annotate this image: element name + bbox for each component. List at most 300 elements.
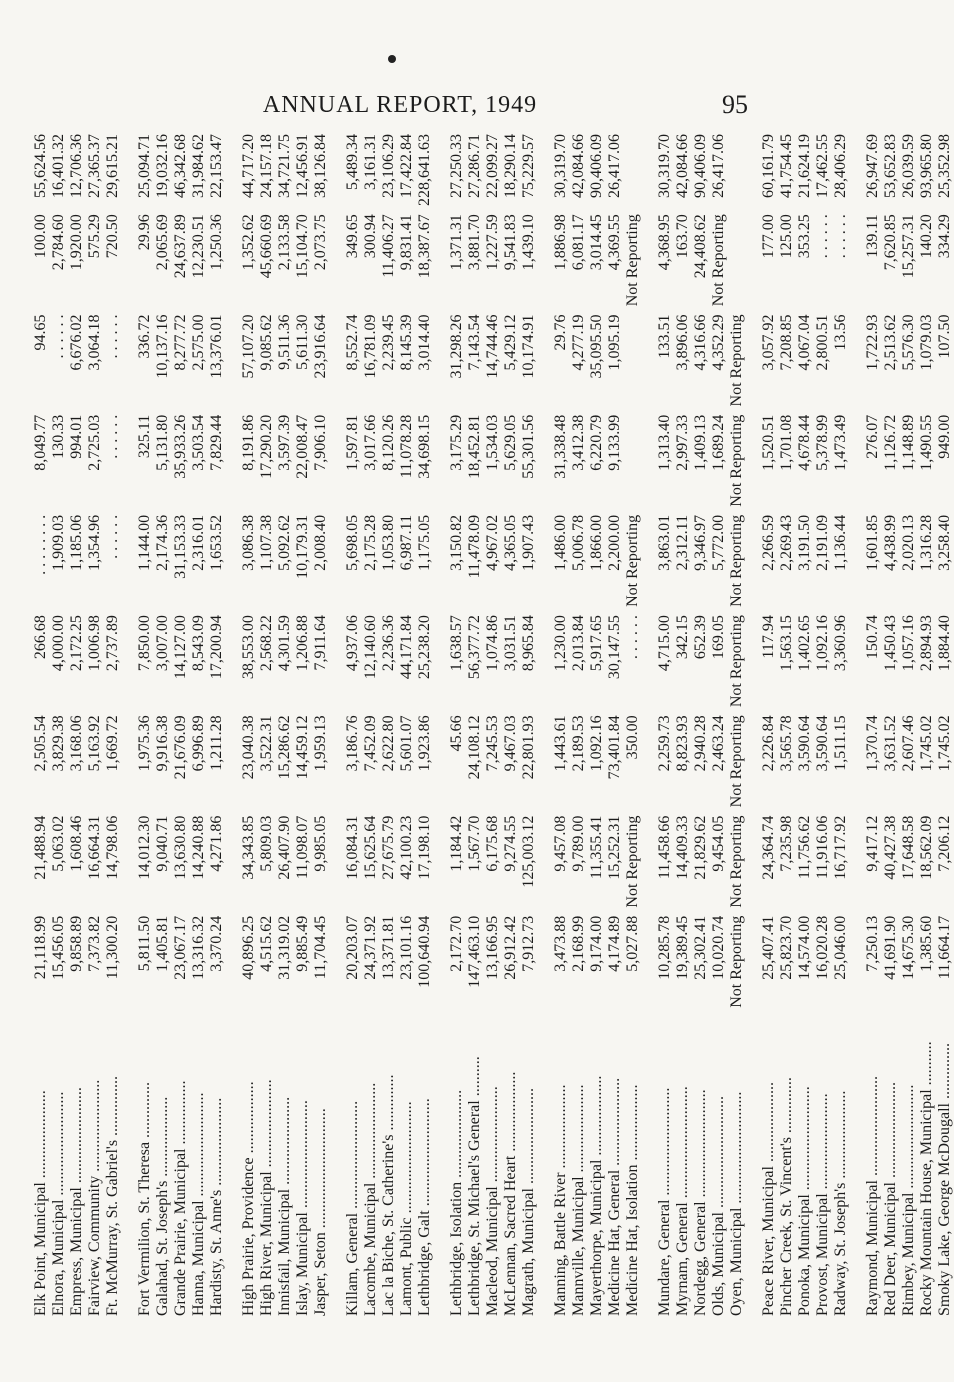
table-cell: 2,073.75 — [312, 214, 329, 271]
hospital-name: Myrnam, General ............................ — [674, 1086, 691, 1316]
table-cell: 4,271.86 — [208, 815, 225, 872]
table-cell: 140.20 — [918, 214, 935, 259]
table-cell: 1,520.51 — [760, 414, 777, 471]
table-cell: 12,706.36 — [68, 134, 85, 198]
group-spacer — [226, 130, 240, 1320]
table-cell: 7,850.00 — [136, 615, 153, 672]
table-cell: 19,032.16 — [154, 134, 171, 198]
table-cell: 2,200.00 — [606, 514, 623, 571]
table-cell: 90,406.09 — [588, 134, 605, 198]
table-cell: 11,300.20 — [104, 915, 121, 980]
table-cell: 10,020.74 — [710, 915, 727, 980]
table-cell: 14,459.12 — [294, 715, 311, 780]
hospital-name: Peace River, Municipal .................... — [760, 1082, 777, 1316]
table-cell: 1,185.06 — [68, 514, 85, 571]
hospital-name: Oyen, Municipal ............................ — [728, 1091, 745, 1316]
table-cell: 5,163.92 — [86, 715, 103, 772]
table-cell: 8,552.74 — [344, 314, 361, 371]
table-cell: 11,664.17 — [936, 915, 953, 980]
table-cell: 19,389.45 — [674, 915, 691, 980]
table-cell: . . . . . . — [104, 314, 121, 359]
table-cell: 23,106.29 — [380, 134, 397, 198]
table-cell: Not Reporting — [728, 414, 745, 507]
table-cell: 350.00 — [624, 715, 641, 760]
table-cell: 35,095.50 — [588, 314, 605, 379]
table-cell: 1,006.98 — [86, 615, 103, 672]
table-cell: 3,057.92 — [760, 314, 777, 371]
table-cell: 25,046.00 — [832, 915, 849, 980]
table-cell: 1,206.88 — [294, 615, 311, 672]
table-cell: 7,911.64 — [312, 615, 329, 671]
table-cell: 3,896.06 — [674, 314, 691, 371]
table-cell: 3,014.45 — [588, 214, 605, 271]
table-cell: 5,698.05 — [344, 514, 361, 571]
table-cell: 11,916.06 — [814, 815, 831, 879]
table-cell: 1,490.55 — [918, 414, 935, 471]
table-cell: 21,829.62 — [692, 815, 709, 880]
table-row — [172, 130, 190, 1320]
table-cell: 3,064.18 — [86, 314, 103, 371]
table-row — [68, 130, 86, 1320]
table-cell: 1,669.72 — [104, 715, 121, 772]
table-cell: Not Reporting — [624, 514, 641, 607]
table-cell: 90,406.09 — [692, 134, 709, 198]
table-cell: 342.15 — [674, 615, 691, 660]
hospital-name: Nordegg, General ........................... — [692, 1089, 709, 1316]
table-cell: 353.25 — [796, 214, 813, 259]
table-cell: 1,313.40 — [656, 414, 673, 471]
table-cell: 40,896.25 — [240, 915, 257, 980]
table-cell: 11,458.66 — [656, 815, 673, 879]
table-cell: 3,473.88 — [552, 915, 569, 972]
table-cell: 7,245.53 — [484, 715, 501, 772]
group-spacer — [850, 130, 864, 1320]
table-cell: 2,133.58 — [276, 214, 293, 271]
group-spacer — [434, 130, 448, 1320]
table-cell: 14,798.06 — [104, 815, 121, 880]
table-cell: 2,463.24 — [710, 715, 727, 772]
hospital-name: High Prairie, Providence .................. — [240, 1081, 257, 1316]
table-cell: 14,574.00 — [796, 915, 813, 980]
table-cell: 4,067.04 — [796, 314, 813, 371]
table-cell: 18,290.14 — [502, 134, 519, 198]
table-cell: 23,916.64 — [312, 314, 329, 379]
table-cell: 3,590.64 — [796, 715, 813, 772]
table-cell: 3,186.76 — [344, 715, 361, 772]
table-cell: . . . . . . — [104, 514, 121, 559]
table-cell: 18,562.09 — [918, 815, 935, 880]
table-cell: 26,417.06 — [606, 134, 623, 198]
table-row — [398, 130, 416, 1320]
table-cell: 720.50 — [104, 214, 121, 259]
table-cell: 2,312.11 — [674, 514, 691, 571]
table-cell: 29.76 — [552, 314, 569, 351]
table-row — [814, 130, 832, 1320]
table-row — [208, 130, 226, 1320]
table-cell: 1,371.31 — [448, 214, 465, 271]
table-cell: 22,153.47 — [208, 134, 225, 198]
group-spacer — [642, 130, 656, 1320]
table-row — [104, 130, 122, 1320]
table-cell: 3,150.82 — [448, 514, 465, 571]
table-cell: 2,239.45 — [380, 314, 397, 371]
table-cell: 125.00 — [778, 214, 795, 259]
table-cell: 4,316.66 — [692, 314, 709, 371]
table-cell: 15,625.64 — [362, 815, 379, 880]
table-cell: 1,439.10 — [520, 214, 537, 271]
table-cell: 2,013.84 — [570, 615, 587, 672]
table-cell: . . . . . . — [50, 314, 67, 359]
table-row — [570, 130, 588, 1320]
table-cell: 26,947.69 — [864, 134, 881, 198]
table-cell: 7,906.10 — [312, 414, 329, 471]
hospital-name: Ft. McMurray, St. Gabriel's ............... — [104, 1075, 121, 1316]
table-cell: 1,923.86 — [416, 715, 433, 772]
table-cell: 6,175.68 — [484, 815, 501, 872]
table-cell: 3,007.00 — [154, 615, 171, 672]
table-cell: 5,006.78 — [570, 514, 587, 571]
table-cell: 16,717.92 — [832, 815, 849, 880]
hospital-name: Hanna, Municipal .......................... — [190, 1092, 207, 1316]
table-cell: . . . . . . — [814, 214, 831, 259]
table-cell: 1,701.08 — [778, 414, 795, 471]
table-cell: 4,967.02 — [484, 514, 501, 571]
table-cell: 9,133.99 — [606, 414, 623, 471]
table-cell: 44,171.84 — [398, 615, 415, 680]
table-cell: 16,781.09 — [362, 314, 379, 379]
table-row — [190, 130, 208, 1320]
table-cell: 9,174.00 — [588, 915, 605, 972]
table-cell: 31,319.02 — [276, 915, 293, 980]
table-cell: 25,094.71 — [136, 134, 153, 198]
table-row — [484, 130, 502, 1320]
table-cell: 3,031.51 — [502, 615, 519, 672]
table-cell: 27,286.71 — [466, 134, 483, 198]
table-cell: 1,486.00 — [552, 514, 569, 571]
table-cell: 8,120.26 — [380, 414, 397, 471]
table-cell: 73,401.84 — [606, 715, 623, 780]
table-cell: 17,462.55 — [814, 134, 831, 198]
table-cell: 30,319.70 — [552, 134, 569, 198]
table-cell: 93,965.80 — [918, 134, 935, 198]
table-cell: 14,744.46 — [484, 314, 501, 379]
table-cell: 56,377.72 — [466, 615, 483, 680]
spacer-cell — [122, 130, 136, 1320]
bullet-mark — [388, 55, 396, 63]
table-cell: 24,364.74 — [760, 815, 777, 880]
table-cell: 2,505.54 — [32, 715, 49, 772]
hospital-name: Grande Prairie, Municipal ................ — [172, 1080, 189, 1316]
table-cell: 7,208.85 — [778, 314, 795, 371]
table-row — [416, 130, 434, 1320]
table-cell: 300.94 — [362, 214, 379, 259]
table-cell: 34,343.85 — [240, 815, 257, 880]
hospital-name: Lethbridge, St. Michael's General .......... — [466, 1056, 483, 1316]
table-cell: 35,933.26 — [172, 414, 189, 479]
table-cell: 1,689.24 — [710, 414, 727, 471]
hospital-name: Rocky Mountain House, Municipal ........... — [918, 1041, 935, 1316]
table-cell: 30,147.55 — [606, 615, 623, 680]
table-cell: 12,230.51 — [190, 214, 207, 279]
table-cell: 9,274.55 — [502, 815, 519, 872]
table-cell: 21,624.19 — [796, 134, 813, 198]
table-cell: 9,457.08 — [552, 815, 569, 872]
table-cell: 18,452.81 — [466, 414, 483, 479]
table-cell: 2,784.60 — [50, 214, 67, 271]
table-cell: 5,489.34 — [344, 134, 361, 190]
table-row — [936, 130, 954, 1320]
table-cell: 169.05 — [710, 615, 727, 660]
hospital-name: Lethbridge, Isolation ...................... — [448, 1089, 465, 1316]
table-cell: 4,678.44 — [796, 414, 813, 471]
table-cell: 45,660.69 — [258, 214, 275, 279]
table-cell: 6,676.02 — [68, 314, 85, 371]
table-cell: Not Reporting — [728, 314, 745, 407]
group-spacer — [122, 130, 136, 1320]
table-cell: 4,000.00 — [50, 615, 67, 672]
table-cell: 1,092.16 — [588, 715, 605, 772]
hospital-name: Mannville, Municipal ...................... — [570, 1084, 587, 1316]
table-cell: 31,298.26 — [448, 314, 465, 379]
table-cell: 13,630.80 — [172, 815, 189, 880]
table-cell: 1,211.28 — [208, 715, 225, 771]
table-cell: 24,108.12 — [466, 715, 483, 780]
table-cell: 994.01 — [68, 414, 85, 459]
table-cell: 3,631.52 — [882, 715, 899, 772]
hospital-name: Rimbey, Municipal .......................... — [900, 1084, 917, 1316]
table-cell: 2,172.25 — [68, 615, 85, 672]
table-cell: 13,166.95 — [484, 915, 501, 980]
table-row — [656, 130, 674, 1320]
hospital-name: Medicine Hat, General ...................... — [606, 1077, 623, 1316]
table-cell: 11,355.41 — [588, 815, 605, 879]
table-cell: 147,463.10 — [466, 915, 483, 988]
table-row — [344, 130, 362, 1320]
table-cell: 949.00 — [936, 414, 953, 459]
table-row — [882, 130, 900, 1320]
table-cell — [624, 130, 642, 210]
table-cell: 31,338.48 — [552, 414, 569, 479]
table-cell: 9,858.89 — [68, 915, 85, 972]
table-cell: 24,637.89 — [172, 214, 189, 279]
hospital-name: Killam, General ........................... — [344, 1100, 361, 1316]
table-cell: 1,126.72 — [882, 414, 899, 471]
table-cell: Not Reporting — [728, 615, 745, 708]
table-cell: 1,443.61 — [552, 715, 569, 772]
table-cell: 9,885.49 — [294, 915, 311, 972]
hospital-name: Galahad, St. Joseph's .................... — [154, 1096, 171, 1316]
table-cell: 2,020.13 — [900, 514, 917, 571]
table-cell: 16,020.28 — [814, 915, 831, 980]
table-cell: 5,811.50 — [136, 915, 153, 972]
table-cell: 2,513.62 — [882, 314, 899, 371]
table-cell: 2,737.89 — [104, 615, 121, 672]
hospital-name: High River, Municipal ...................... — [258, 1079, 275, 1316]
table-cell: 22,801.93 — [520, 715, 537, 780]
table-cell: 9,040.71 — [154, 815, 171, 872]
table-cell: 24,157.18 — [258, 134, 275, 198]
table-cell: 13,371.81 — [380, 915, 397, 980]
table-cell: 4,937.06 — [344, 615, 361, 672]
table-cell: 3,863.01 — [656, 514, 673, 571]
table-cell: 2,189.53 — [570, 715, 587, 772]
table-cell: 20,203.07 — [344, 915, 361, 980]
hospital-name: Olds, Municipal ............................ — [710, 1096, 727, 1316]
table-cell: 25,302.41 — [692, 915, 709, 980]
table-cell: 2,168.99 — [570, 915, 587, 972]
table-cell: 1,866.00 — [588, 514, 605, 571]
table-row — [588, 130, 606, 1320]
table-cell: 45.66 — [448, 715, 465, 752]
hospital-name: Lacombe, Municipal ........................ — [362, 1082, 379, 1316]
table-cell: 3,503.54 — [190, 414, 207, 471]
table-row — [240, 130, 258, 1320]
table-cell: . . . . . . . . — [32, 514, 49, 575]
table-cell: 25,352.98 — [936, 134, 953, 198]
table-row — [258, 130, 276, 1320]
table-cell: 163.70 — [674, 214, 691, 259]
hospital-name: Empress, Municipal ........................ — [68, 1087, 85, 1316]
table-cell: 3,360.96 — [832, 615, 849, 672]
table-cell: 15,286.62 — [276, 715, 293, 780]
table-cell: 25,238.20 — [416, 615, 433, 680]
table-cell: 42,084.66 — [570, 134, 587, 198]
table-cell: 1,920.00 — [68, 214, 85, 271]
table-cell: 13,376.01 — [208, 314, 225, 379]
table-cell: 53,652.83 — [882, 134, 899, 198]
table-cell: 25,407.41 — [760, 915, 777, 980]
page-header — [0, 0, 800, 150]
group-spacer — [538, 130, 552, 1320]
table-cell: 1,473.49 — [832, 414, 849, 471]
table-cell: 23,040.38 — [240, 715, 257, 780]
table-cell — [728, 210, 746, 310]
table-cell: 139.11 — [864, 214, 881, 258]
table-cell: 3,191.50 — [796, 514, 813, 571]
hospital-name: Macleod, Municipal ........................ — [484, 1086, 501, 1316]
table-cell: 9,085.62 — [258, 314, 275, 371]
spacer-cell — [850, 130, 864, 1320]
table-cell: 8,277.72 — [172, 314, 189, 371]
table-cell: 1,450.43 — [882, 615, 899, 672]
table-cell: 3,590.64 — [814, 715, 831, 772]
table-cell: 27,365.37 — [86, 134, 103, 198]
table-cell: 12,456.91 — [294, 134, 311, 198]
table-cell: 2,236.36 — [380, 615, 397, 672]
table-cell: 336.72 — [136, 314, 153, 359]
table-cell — [624, 310, 642, 410]
table-cell: 5,917.65 — [588, 615, 605, 672]
table-cell: 133.51 — [656, 314, 673, 359]
table-cell: 2,191.09 — [814, 514, 831, 571]
table-cell: 34,721.75 — [276, 134, 293, 198]
table-cell: 1,370.74 — [864, 715, 881, 772]
table-cell: 1,975.36 — [136, 715, 153, 772]
table-cell: 575.29 — [86, 214, 103, 259]
table-cell: 228,641.63 — [416, 134, 433, 206]
table-cell: 8,191.86 — [240, 414, 257, 471]
spacer-cell — [434, 130, 448, 1320]
table-cell: 21,118.99 — [32, 915, 49, 980]
table-cell: 38,126.84 — [312, 134, 329, 198]
table-cell: 26,039.59 — [900, 134, 917, 198]
table-row — [32, 130, 50, 1320]
table-cell: 5,772.00 — [710, 514, 727, 571]
table-row — [466, 130, 484, 1320]
table-cell: 40,427.38 — [882, 815, 899, 880]
table-cell: 3,175.29 — [448, 414, 465, 471]
table-cell: 1,653.52 — [208, 514, 225, 571]
table-cell: 60,161.79 — [760, 134, 777, 198]
hospital-name: Jasper, Seton .............................. — [312, 1108, 329, 1316]
table-cell: 3,258.40 — [936, 514, 953, 571]
table-cell: Not Reporting — [710, 214, 727, 307]
table-cell: 1,563.15 — [778, 615, 795, 672]
table-cell: 41,754.45 — [778, 134, 795, 198]
table-cell: 4,369.55 — [606, 214, 623, 271]
table-cell: 2,065.69 — [154, 214, 171, 271]
table-cell: 38,553.00 — [240, 615, 257, 680]
table-cell: 5,809.03 — [258, 815, 275, 872]
table-cell: 1,608.46 — [68, 815, 85, 872]
hospital-name: Lethbridge, Galt ........................... — [416, 1098, 433, 1316]
spacer-cell — [538, 130, 552, 1320]
spacer-cell — [642, 130, 656, 1320]
table-cell: . . . . . . — [624, 615, 641, 660]
table-cell: 14,675.30 — [900, 915, 917, 980]
table-row — [606, 130, 624, 1320]
table-cell: 100,640.94 — [416, 915, 433, 988]
table-cell: 8,965.84 — [520, 615, 537, 672]
table-row — [796, 130, 814, 1320]
table-cell: Not Reporting — [728, 514, 745, 607]
table-row — [674, 130, 692, 1320]
table-cell: 17,290.20 — [258, 414, 275, 479]
table-cell: 11,406.27 — [380, 214, 397, 278]
table-cell: 6,996.89 — [190, 715, 207, 772]
table-cell: 1,136.44 — [832, 514, 849, 571]
table-cell: 3,370.24 — [208, 915, 225, 972]
table-cell: 1,567.70 — [466, 815, 483, 872]
rotated-table-container — [32, 130, 953, 1320]
table-cell: 55,624.56 — [32, 134, 49, 198]
table-cell: 22,099.27 — [484, 134, 501, 198]
table-cell: 42,084.66 — [674, 134, 691, 198]
hospital-name: Ponoka, Municipal .......................... — [796, 1086, 813, 1316]
table-row — [380, 130, 398, 1320]
hospital-name: Lac la Biche, St. Catherine's .............. — [380, 1074, 397, 1316]
table-cell: 2,894.93 — [918, 615, 935, 672]
table-row — [760, 130, 778, 1320]
table-cell: 4,715.00 — [656, 615, 673, 672]
table-cell: 8,049.77 — [32, 414, 49, 471]
table-cell: 349.65 — [344, 214, 361, 259]
table-cell: 3,597.39 — [276, 414, 293, 471]
table-cell: 1,250.36 — [208, 214, 225, 271]
table-cell: 9,346.97 — [692, 514, 709, 571]
running-title: ANNUAL REPORT, 1949 — [262, 92, 538, 118]
table-cell: 16,084.31 — [344, 815, 361, 880]
hospital-name: Medicine Hat, Isolation ................... — [624, 1084, 641, 1316]
table-cell: 8,145.39 — [398, 314, 415, 371]
table-cell: 2,800.51 — [814, 314, 831, 371]
table-cell: 17,198.10 — [416, 815, 433, 880]
hospital-name: Lamont, Public ............................ — [398, 1101, 415, 1316]
table-cell: 14,012.30 — [136, 815, 153, 880]
table-cell: 1,148.89 — [900, 414, 917, 471]
table-cell: 3,829.38 — [50, 715, 67, 772]
table-cell: 31,984.62 — [190, 134, 207, 198]
